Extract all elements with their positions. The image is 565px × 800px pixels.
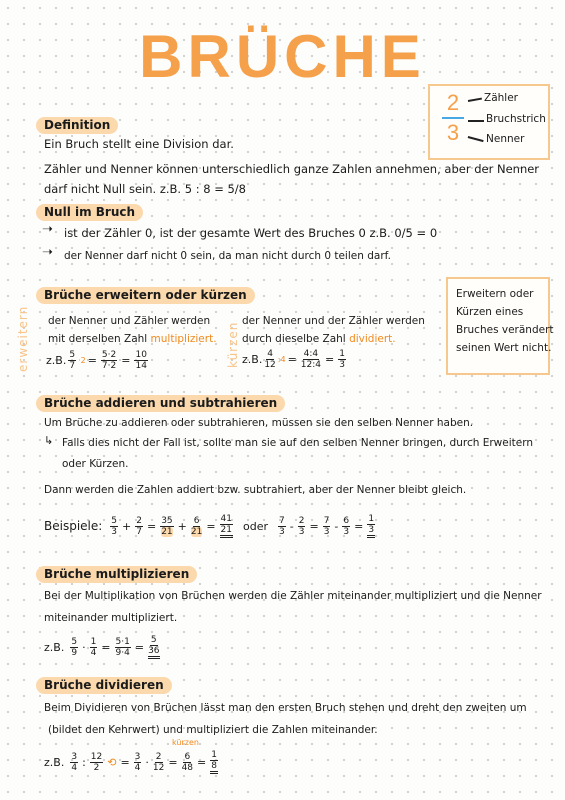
legend-numerator: 2 [446,90,460,115]
definition-line-3: darf nicht Null sein. z.B. 5 : 8 = 5/8 [44,182,247,196]
legend-denominator: 3 [446,120,460,145]
fraction: 5 7 [69,350,76,371]
side-note-box [446,277,554,375]
addieren-line-1: Um Brüche zu addieren oder subtrahieren, müssen sie den selben Nenner haben. [44,417,474,429]
arrow-return-icon: ↳ [44,434,54,447]
addieren-line-2: Falls dies nicht der Fall ist, sollte man sie auf den selben Nenner bringen, durch Erweitern [62,437,533,449]
arrow-icon [468,120,484,122]
kuerzen-note: kürzen [172,738,199,747]
erweitern-example: z.B. 5 7 ·2 = $\frac{5\cdot 2}{7\cdot 2}$ = $\frac{10}{14}$ [46,350,147,371]
arrow-right-icon: ➝ [42,222,53,237]
fraction: 4 12 [264,349,276,370]
legend-fraction [442,90,464,146]
heading-dividieren: Brüche dividieren [36,677,172,694]
dividieren-example: z.B. 3 4 : 12 2 ⟲ = $\frac{3}{4}$ · $\frac{2}{12}$ = $\frac{6}{48}$ = $\frac{1}{8}$ [44,750,217,773]
definition-line-2: Zähler und Nenner können unterschiedlich ganze Zahlen annehmen, aber der Nenner [44,162,540,176]
heading-addieren: Brüche addieren und subtrahieren [36,395,285,412]
multiplizieren-line-1: Bei der Multiplikation von Brüchen werden die Zähler miteinander multipliziert und die Nenner [44,590,542,602]
heading-definition: Definition [36,117,118,134]
fraction: $\frac{10}{14}$ [135,350,147,371]
addieren-examples: Beispiele: 5 3 + $\frac{2}{7}$ = $\frac{35}{21}$ + $\frac{6}{21}$ = $\frac{41}{21}$ oder 7 3 - $\frac{2}{3}$ = $\frac{7}{3}$ - $\frac{6}{3}$ = $\frac{1}{3}$ [44,514,375,537]
fraction: $\frac{4:4}{12:4}$ [300,349,322,370]
fraction-legend-box [428,84,550,160]
kuerzen-line-1: der Nenner und der Zähler werden [242,315,425,327]
erweitern-line-2: mit derselben Zahl multipliziert. [48,333,217,345]
kuerzen-example: z.B. 4 12 :4 = $\frac{4:4}{12:4}$ = $\frac{1}{3}$ [242,349,345,370]
heading-null-im-bruch: Null im Bruch [36,204,143,221]
page-title: BRÜCHE [139,23,426,90]
multiplizieren-example: z.B. 5 9 · $\frac{1}{4}$ = $\frac{5\cdot 1}{9\cdot 4}$ = $\frac{5}{36}$ [44,635,160,658]
fraction: $\frac{1}{3}$ [339,349,345,370]
side-note-line: Erweitern oder [456,288,534,300]
legend-fraction-bar [442,117,464,119]
legend-label-bruchstrich: Bruchstrich [486,113,546,125]
dividieren-line-2: (bildet den Kehrwert) und multipliziert die Zahlen miteinander. [48,724,378,736]
side-note-line: Bruches verändert [456,324,554,336]
heading-multiplizieren: Brüche multiplizieren [36,566,197,583]
side-note-line: Kürzen eines [456,306,524,318]
kuerzen-line-2: durch dieselbe Zahl dividiert. [242,333,396,345]
fraction: $\frac{5\cdot 2}{7\cdot 2}$ [101,350,117,371]
factor-label: :4 [277,355,286,364]
label-kuerzen: kürzen [226,321,240,368]
definition-line-1: Ein Bruch stellt eine Division dar. [44,137,234,151]
arrow-icon [468,98,482,102]
addieren-line-3: oder Kürzen. [62,458,129,470]
null-line-2: der Nenner darf nicht 0 sein, da man nicht durch 0 teilen darf. [64,250,391,262]
legend-label-zaehler: Zähler [484,92,518,104]
arrow-right-icon: ➝ [42,245,53,260]
heading-erweitern-kuerzen: Brüche erweitern oder kürzen [36,287,255,304]
addieren-line-4: Dann werden die Zahlen addiert bzw. subtrahiert, aber der Nenner bleibt gleich. [44,484,467,496]
multiplizieren-line-2: miteinander multipliziert. [44,612,178,624]
dividieren-line-1: Beim Dividieren von Brüchen lässt man den ersten Bruch stehen und dreht den zweiten um [44,702,527,714]
label-erweitern: erweitern [16,305,30,372]
legend-label-nenner: Nenner [486,133,525,145]
factor-label: ·2 [78,356,86,365]
side-note-line: seinen Wert nicht. [456,342,552,354]
arrow-icon [468,136,484,142]
erweitern-line-1: der Nenner und Zähler werden [48,315,211,327]
null-line-1: ist der Zähler 0, ist der gesamte Wert des Bruches 0 z.B. 0/5 = 0 [64,226,438,240]
